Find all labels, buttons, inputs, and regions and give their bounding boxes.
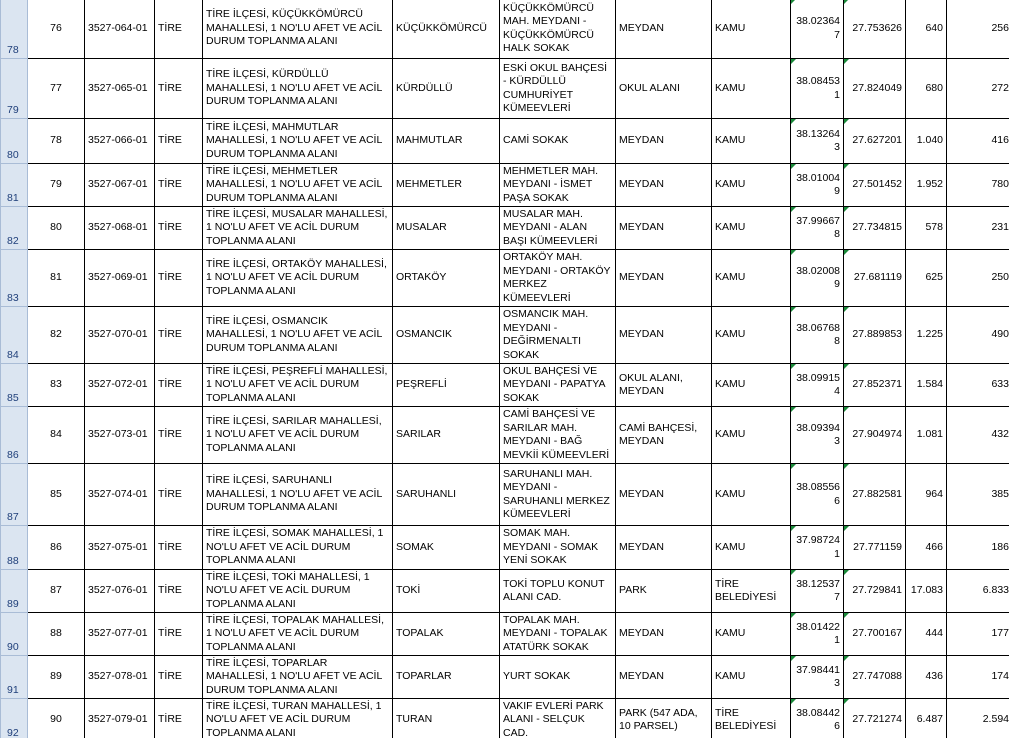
cell-capacity[interactable]: 780 — [947, 164, 1009, 207]
cell-no[interactable]: 84 — [28, 407, 85, 464]
table-row — [1, 307, 1009, 364]
cell-area[interactable]: 1.225 — [906, 307, 947, 364]
cell-ownership[interactable]: TİRE BELEDİYESİ — [712, 570, 791, 613]
cell-area-type[interactable]: MEYDAN — [616, 164, 712, 207]
cell-neighborhood[interactable]: SARUHANLI — [393, 464, 500, 526]
cell-capacity[interactable]: 250 — [947, 250, 1009, 307]
cell-no[interactable]: 85 — [28, 464, 85, 526]
table-row — [1, 407, 1009, 464]
cell-address[interactable]: SARUHANLI MAH. MEYDANI - SARUHANLI MERKEZ KÜMEEVLERİ — [500, 464, 616, 526]
cell-area[interactable]: 640 — [906, 0, 947, 59]
cell-neighborhood[interactable]: KÜRDÜLLÜ — [393, 59, 500, 119]
cell-longitude[interactable]: 27.681119 — [844, 250, 906, 307]
cell-area-type[interactable]: MEYDAN — [616, 119, 712, 164]
cell-code[interactable]: 3527-073-01 — [85, 407, 155, 464]
row-header[interactable]: 92 — [1, 699, 28, 738]
cell-area[interactable]: 17.083 — [906, 570, 947, 613]
cell-area-type[interactable]: OKUL ALANI, MEYDAN — [616, 364, 712, 407]
cell-area[interactable]: 578 — [906, 207, 947, 250]
cell-no[interactable]: 87 — [28, 570, 85, 613]
table-row — [1, 59, 1009, 119]
cell-neighborhood[interactable]: MUSALAR — [393, 207, 500, 250]
cell-neighborhood[interactable]: MAHMUTLAR — [393, 119, 500, 164]
cell-code[interactable]: 3527-072-01 — [85, 364, 155, 407]
cell-address[interactable]: OKUL BAHÇESİ VE MEYDANI - PAPATYA SOKAK — [500, 364, 616, 407]
cell-area-type[interactable]: MEYDAN — [616, 613, 712, 656]
cell-neighborhood[interactable]: SARILAR — [393, 407, 500, 464]
cell-area-name[interactable]: TİRE İLÇESİ, TOPARLAR MAHALLESİ, 1 NO'LU AFET VE ACİL DURUM TOPLANMA ALANI — [203, 656, 393, 699]
table-row — [1, 119, 1009, 164]
cell-no[interactable]: 79 — [28, 164, 85, 207]
cell-no[interactable]: 82 — [28, 307, 85, 364]
cell-area-name[interactable]: TİRE İLÇESİ, MUSALAR MAHALLESİ, 1 NO'LU AFET VE ACİL DURUM TOPLANMA ALANI — [203, 207, 393, 250]
cell-area[interactable]: 625 — [906, 250, 947, 307]
cell-area[interactable]: 436 — [906, 656, 947, 699]
cell-capacity[interactable]: 416 — [947, 119, 1009, 164]
cell-latitude[interactable]: 37.996678 — [791, 207, 844, 250]
cell-no[interactable]: 86 — [28, 526, 85, 570]
cell-longitude[interactable]: 27.753626 — [844, 0, 906, 59]
cell-district[interactable]: TİRE — [155, 59, 203, 119]
cell-ownership[interactable]: KAMU — [712, 364, 791, 407]
table-row — [1, 526, 1009, 570]
cell-latitude[interactable]: 38.067688 — [791, 307, 844, 364]
cell-district[interactable]: TİRE — [155, 164, 203, 207]
cell-area-type[interactable]: CAMİ BAHÇESİ, MEYDAN — [616, 407, 712, 464]
cell-longitude[interactable]: 27.852371 — [844, 364, 906, 407]
cell-ownership[interactable]: KAMU — [712, 119, 791, 164]
cell-capacity[interactable]: 432 — [947, 407, 1009, 464]
cell-ownership[interactable]: KAMU — [712, 0, 791, 59]
cell-district[interactable]: TİRE — [155, 656, 203, 699]
cell-area-type[interactable]: MEYDAN — [616, 0, 712, 59]
cell-longitude[interactable]: 27.824049 — [844, 59, 906, 119]
cell-longitude[interactable]: 27.729841 — [844, 570, 906, 613]
cell-latitude[interactable]: 38.014221 — [791, 613, 844, 656]
cell-area[interactable]: 466 — [906, 526, 947, 570]
cell-ownership[interactable]: KAMU — [712, 464, 791, 526]
cell-district[interactable]: TİRE — [155, 307, 203, 364]
cell-address[interactable]: CAMİ BAHÇESİ VE SARILAR MAH. MEYDANI - BAĞ MEVKİİ KÜMEEVLERİ — [500, 407, 616, 464]
cell-code[interactable]: 3527-070-01 — [85, 307, 155, 364]
row-header[interactable]: 91 — [1, 656, 28, 699]
cell-area-type[interactable]: MEYDAN — [616, 464, 712, 526]
cell-code[interactable]: 3527-067-01 — [85, 164, 155, 207]
cell-district[interactable]: TİRE — [155, 0, 203, 59]
cell-no[interactable]: 90 — [28, 699, 85, 738]
cell-area-name[interactable]: TİRE İLÇESİ, SARILAR MAHALLESİ, 1 NO'LU AFET VE ACİL DURUM TOPLANMA ALANI — [203, 407, 393, 464]
cell-latitude[interactable]: 38.125377 — [791, 570, 844, 613]
row-header[interactable]: 78 — [1, 0, 28, 59]
row-header[interactable]: 79 — [1, 59, 28, 119]
cell-neighborhood[interactable]: TOPALAK — [393, 613, 500, 656]
cell-address[interactable]: VAKIF EVLERİ PARK ALANI - SELÇUK CAD. — [500, 699, 616, 738]
cell-address[interactable]: OSMANCIK MAH. MEYDANI - DEĞİRMENALTI SOKAK — [500, 307, 616, 364]
cell-address[interactable]: MEHMETLER MAH. MEYDANI - İSMET PAŞA SOKAK — [500, 164, 616, 207]
cell-capacity[interactable]: 633 — [947, 364, 1009, 407]
row-header[interactable]: 86 — [1, 407, 28, 464]
cell-latitude[interactable]: 37.987241 — [791, 526, 844, 570]
cell-area[interactable]: 1.040 — [906, 119, 947, 164]
row-header[interactable]: 85 — [1, 364, 28, 407]
cell-neighborhood[interactable]: ORTAKÖY — [393, 250, 500, 307]
cell-code[interactable]: 3527-079-01 — [85, 699, 155, 738]
cell-area-name[interactable]: TİRE İLÇESİ, TURAN MAHALLESİ, 1 NO'LU AFET VE ACİL DURUM TOPLANMA ALANI — [203, 699, 393, 738]
cell-area-name[interactable]: TİRE İLÇESİ, PEŞREFLİ MAHALLESİ, 1 NO'LU AFET VE ACİL DURUM TOPLANMA ALANI — [203, 364, 393, 407]
cell-neighborhood[interactable]: TURAN — [393, 699, 500, 738]
cell-code[interactable]: 3527-064-01 — [85, 0, 155, 59]
cell-area-type[interactable]: PARK — [616, 570, 712, 613]
cell-address[interactable]: TOKİ TOPLU KONUT ALANI CAD. — [500, 570, 616, 613]
cell-capacity[interactable]: 231 — [947, 207, 1009, 250]
cell-address[interactable]: KÜÇÜKKÖMÜRCÜ MAH. MEYDANI - KÜÇÜKKÖMÜRCÜ HALK SOKAK — [500, 0, 616, 59]
cell-district[interactable]: TİRE — [155, 613, 203, 656]
cell-ownership[interactable]: KAMU — [712, 164, 791, 207]
cell-code[interactable]: 3527-077-01 — [85, 613, 155, 656]
cell-code[interactable]: 3527-069-01 — [85, 250, 155, 307]
row-header[interactable]: 84 — [1, 307, 28, 364]
cell-ownership[interactable]: TİRE BELEDİYESİ — [712, 699, 791, 738]
cell-longitude[interactable]: 27.501452 — [844, 164, 906, 207]
cell-ownership[interactable]: KAMU — [712, 526, 791, 570]
cell-latitude[interactable]: 38.132643 — [791, 119, 844, 164]
cell-address[interactable]: MUSALAR MAH. MEYDANI - ALAN BAŞI KÜMEEVLERİ — [500, 207, 616, 250]
cell-latitude[interactable]: 37.984413 — [791, 656, 844, 699]
cell-latitude[interactable]: 38.023647 — [791, 0, 844, 59]
cell-code[interactable]: 3527-068-01 — [85, 207, 155, 250]
table-row — [1, 570, 1009, 613]
cell-neighborhood[interactable]: KÜÇÜKKÖMÜRCÜ — [393, 0, 500, 59]
table-row — [1, 207, 1009, 250]
cell-neighborhood[interactable]: SOMAK — [393, 526, 500, 570]
cell-longitude[interactable]: 27.734815 — [844, 207, 906, 250]
cell-capacity[interactable]: 490 — [947, 307, 1009, 364]
cell-area-type[interactable]: MEYDAN — [616, 526, 712, 570]
cell-longitude[interactable]: 27.904974 — [844, 407, 906, 464]
cell-capacity[interactable]: 186 — [947, 526, 1009, 570]
cell-neighborhood[interactable]: TOKİ — [393, 570, 500, 613]
cell-area[interactable]: 964 — [906, 464, 947, 526]
row-header[interactable]: 90 — [1, 613, 28, 656]
table-row — [1, 0, 1009, 59]
cell-latitude[interactable]: 38.099154 — [791, 364, 844, 407]
cell-area[interactable]: 444 — [906, 613, 947, 656]
cell-area-name[interactable]: TİRE İLÇESİ, OSMANCIK MAHALLESİ, 1 NO'LU AFET VE ACİL DURUM TOPLANMA ALANI — [203, 307, 393, 364]
cell-area-type[interactable]: PARK (547 ADA, 10 PARSEL) — [616, 699, 712, 738]
cell-no[interactable]: 76 — [28, 0, 85, 59]
cell-code[interactable]: 3527-065-01 — [85, 59, 155, 119]
cell-area-name[interactable]: TİRE İLÇESİ, TOPALAK MAHALLESİ, 1 NO'LU AFET VE ACİL DURUM TOPLANMA ALANI — [203, 613, 393, 656]
cell-ownership[interactable]: KAMU — [712, 407, 791, 464]
cell-latitude[interactable]: 38.010049 — [791, 164, 844, 207]
cell-area-type[interactable]: MEYDAN — [616, 307, 712, 364]
cell-district[interactable]: TİRE — [155, 364, 203, 407]
cell-area-name[interactable]: TİRE İLÇESİ, ORTAKÖY MAHALLESİ, 1 NO'LU AFET VE ACİL DURUM TOPLANMA ALANI — [203, 250, 393, 307]
row-header[interactable]: 80 — [1, 119, 28, 164]
cell-code[interactable]: 3527-066-01 — [85, 119, 155, 164]
cell-district[interactable]: TİRE — [155, 570, 203, 613]
cell-area-type[interactable]: MEYDAN — [616, 207, 712, 250]
cell-area-name[interactable]: TİRE İLÇESİ, SARUHANLI MAHALLESİ, 1 NO'LU AFET VE ACİL DURUM TOPLANMA ALANI — [203, 464, 393, 526]
cell-area[interactable]: 1.584 — [906, 364, 947, 407]
cell-code[interactable]: 3527-078-01 — [85, 656, 155, 699]
row-header[interactable]: 83 — [1, 250, 28, 307]
cell-address[interactable]: ESKİ OKUL BAHÇESİ - KÜRDÜLLÜ CUMHURİYET KÜMEEVLERİ — [500, 59, 616, 119]
cell-capacity[interactable]: 385 — [947, 464, 1009, 526]
cell-no[interactable]: 78 — [28, 119, 85, 164]
cell-capacity[interactable]: 2.594 — [947, 699, 1009, 738]
cell-neighborhood[interactable]: OSMANCIK — [393, 307, 500, 364]
cell-code[interactable]: 3527-076-01 — [85, 570, 155, 613]
cell-district[interactable]: TİRE — [155, 250, 203, 307]
cell-longitude[interactable]: 27.882581 — [844, 464, 906, 526]
cell-capacity[interactable]: 174 — [947, 656, 1009, 699]
cell-no[interactable]: 81 — [28, 250, 85, 307]
cell-district[interactable]: TİRE — [155, 526, 203, 570]
cell-district[interactable]: TİRE — [155, 207, 203, 250]
row-header[interactable]: 82 — [1, 207, 28, 250]
cell-neighborhood[interactable]: PEŞREFLİ — [393, 364, 500, 407]
cell-area-name[interactable]: TİRE İLÇESİ, TOKİ MAHALLESİ, 1 NO'LU AFET VE ACİL DURUM TOPLANMA ALANI — [203, 570, 393, 613]
cell-no[interactable]: 77 — [28, 59, 85, 119]
cell-latitude[interactable]: 38.093943 — [791, 407, 844, 464]
cell-no[interactable]: 80 — [28, 207, 85, 250]
cell-ownership[interactable]: KAMU — [712, 59, 791, 119]
row-header[interactable]: 81 — [1, 164, 28, 207]
cell-latitude[interactable]: 38.084426 — [791, 699, 844, 738]
cell-area[interactable]: 680 — [906, 59, 947, 119]
cell-no[interactable]: 89 — [28, 656, 85, 699]
cell-district[interactable]: TİRE — [155, 464, 203, 526]
row-header[interactable]: 89 — [1, 570, 28, 613]
cell-latitude[interactable]: 38.020089 — [791, 250, 844, 307]
row-header[interactable]: 88 — [1, 526, 28, 570]
cell-code[interactable]: 3527-075-01 — [85, 526, 155, 570]
cell-capacity[interactable]: 256 — [947, 0, 1009, 59]
cell-area-name[interactable]: TİRE İLÇESİ, MAHMUTLAR MAHALLESİ, 1 NO'LU AFET VE ACİL DURUM TOPLANMA ALANI — [203, 119, 393, 164]
cell-latitude[interactable]: 38.084531 — [791, 59, 844, 119]
cell-address[interactable]: ORTAKÖY MAH. MEYDANI - ORTAKÖY MERKEZ KÜMEEVLERİ — [500, 250, 616, 307]
cell-no[interactable]: 88 — [28, 613, 85, 656]
cell-capacity[interactable]: 272 — [947, 59, 1009, 119]
cell-ownership[interactable]: KAMU — [712, 207, 791, 250]
cell-district[interactable]: TİRE — [155, 119, 203, 164]
cell-neighborhood[interactable]: MEHMETLER — [393, 164, 500, 207]
cell-longitude[interactable]: 27.771159 — [844, 526, 906, 570]
cell-district[interactable]: TİRE — [155, 407, 203, 464]
cell-address[interactable]: CAMİ SOKAK — [500, 119, 616, 164]
cell-latitude[interactable]: 38.085566 — [791, 464, 844, 526]
table-row — [1, 613, 1009, 656]
cell-address[interactable]: TOPALAK MAH. MEYDANI - TOPALAK ATATÜRK SOKAK — [500, 613, 616, 656]
cell-area-type[interactable]: MEYDAN — [616, 250, 712, 307]
cell-ownership[interactable]: KAMU — [712, 656, 791, 699]
cell-area-name[interactable]: TİRE İLÇESİ, SOMAK MAHALLESİ, 1 NO'LU AFET VE ACİL DURUM TOPLANMA ALANI — [203, 526, 393, 570]
cell-no[interactable]: 83 — [28, 364, 85, 407]
table-row — [1, 164, 1009, 207]
table-body — [1, 0, 1009, 738]
table-row — [1, 699, 1009, 738]
cell-neighborhood[interactable]: TOPARLAR — [393, 656, 500, 699]
table-row — [1, 656, 1009, 699]
cell-code[interactable]: 3527-074-01 — [85, 464, 155, 526]
cell-longitude[interactable]: 27.627201 — [844, 119, 906, 164]
cell-ownership[interactable]: KAMU — [712, 250, 791, 307]
cell-ownership[interactable]: KAMU — [712, 613, 791, 656]
cell-capacity[interactable]: 177 — [947, 613, 1009, 656]
cell-capacity[interactable]: 6.833 — [947, 570, 1009, 613]
cell-longitude[interactable]: 27.721274 — [844, 699, 906, 738]
cell-area-type[interactable]: MEYDAN — [616, 656, 712, 699]
cell-area-name[interactable]: TİRE İLÇESİ, MEHMETLER MAHALLESİ, 1 NO'LU AFET VE ACİL DURUM TOPLANMA ALANI — [203, 164, 393, 207]
cell-address[interactable]: YURT SOKAK — [500, 656, 616, 699]
cell-area[interactable]: 1.952 — [906, 164, 947, 207]
row-header[interactable]: 87 — [1, 464, 28, 526]
cell-longitude[interactable]: 27.889853 — [844, 307, 906, 364]
cell-longitude[interactable]: 27.700167 — [844, 613, 906, 656]
cell-district[interactable]: TİRE — [155, 699, 203, 738]
table-row — [1, 464, 1009, 526]
cell-area[interactable]: 1.081 — [906, 407, 947, 464]
table-row — [1, 364, 1009, 407]
table-row — [1, 250, 1009, 307]
cell-area-type[interactable]: OKUL ALANI — [616, 59, 712, 119]
cell-area[interactable]: 6.487 — [906, 699, 947, 738]
cell-area-name[interactable]: TİRE İLÇESİ, KÜÇÜKKÖMÜRCÜ MAHALLESİ, 1 NO'LU AFET VE ACİL DURUM TOPLANMA ALANI — [203, 0, 393, 59]
cell-area-name[interactable]: TİRE İLÇESİ, KÜRDÜLLÜ MAHALLESİ, 1 NO'LU AFET VE ACİL DURUM TOPLANMA ALANI — [203, 59, 393, 119]
cell-ownership[interactable]: KAMU — [712, 307, 791, 364]
cell-longitude[interactable]: 27.747088 — [844, 656, 906, 699]
cell-address[interactable]: SOMAK MAH. MEYDANI - SOMAK YENİ SOKAK — [500, 526, 616, 570]
